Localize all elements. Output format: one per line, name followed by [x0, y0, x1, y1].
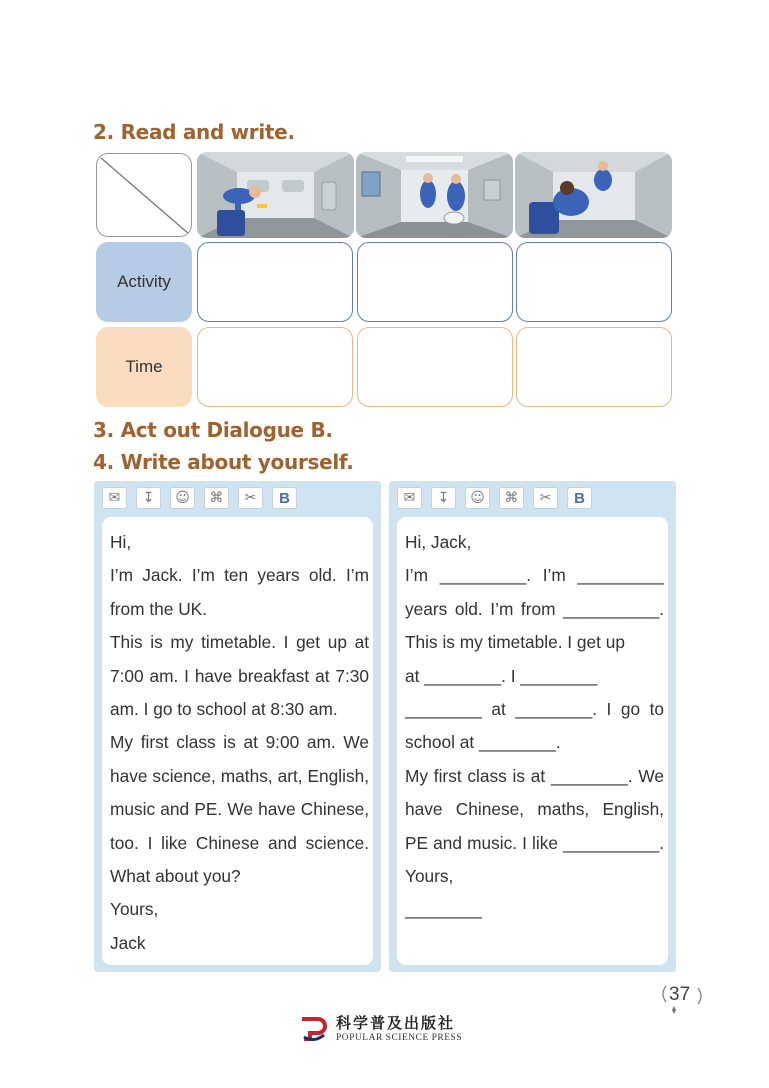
publisher-name-english: POPULAR SCIENCE PRESS [336, 1033, 463, 1043]
email-line: from the UK. [110, 598, 207, 619]
email-line: I’m Jack. I’m ten years old. I’m [110, 565, 369, 586]
email-line: have Chinese, maths, English, [405, 799, 664, 820]
email-line: This is my timetable. I get up [405, 632, 625, 653]
inbox-icon[interactable]: ↧ [431, 487, 456, 509]
time-answer-box-2[interactable] [357, 327, 513, 407]
astronauts-working-picture [356, 152, 513, 238]
section-2-heading: 2. Read and write. [93, 120, 295, 144]
diagonal-line [97, 154, 192, 237]
publisher-logo-icon [298, 1013, 328, 1043]
email-line[interactable]: I’m _________. I’m _________ [405, 565, 664, 586]
reply-email-body[interactable] [397, 517, 668, 965]
astronaut-sleeping-picture [515, 152, 672, 238]
email-line: too. I like Chinese and science. [110, 832, 369, 853]
envelope-icon[interactable]: ✉ [102, 487, 127, 509]
email-line: This is my timetable. I get up at [110, 632, 369, 653]
bold-icon[interactable]: B [272, 487, 297, 509]
activity-answer-box-2[interactable] [357, 242, 513, 322]
email-line: My first class is at 9:00 am. We [110, 732, 369, 753]
email-line: music and PE. We have Chinese, [110, 799, 369, 820]
astronaut-eating-picture [197, 152, 354, 238]
bold-icon[interactable]: B [567, 487, 592, 509]
email-line[interactable]: at ________. I ________ [405, 665, 598, 686]
paperclip-icon[interactable]: ⌘ [204, 487, 229, 509]
activity-row-label: Activity [96, 242, 192, 322]
time-answer-box-1[interactable] [197, 327, 353, 407]
page-number: 37 [669, 984, 691, 1005]
scissors-icon[interactable]: ✂ [238, 487, 263, 509]
email-line[interactable]: years old. I’m from __________. [405, 598, 664, 619]
email-line[interactable]: ________ at ________. I go to [405, 699, 664, 720]
publisher-footer [298, 1012, 462, 1043]
publisher-name-chinese: 科学普及出版社 [336, 1014, 456, 1032]
activity-answer-box-1[interactable] [197, 242, 353, 322]
smiley-icon[interactable]: ☺ [170, 487, 195, 509]
email-toolbar [102, 487, 297, 509]
email-line: What about you? [110, 866, 241, 887]
email-line[interactable]: school at ________. [405, 732, 561, 753]
jack-email-card [94, 481, 381, 972]
jack-email-body [102, 517, 373, 965]
section-3-heading: 3. Act out Dialogue B. [93, 418, 333, 442]
inbox-icon[interactable]: ↧ [136, 487, 161, 509]
email-line: Yours, [110, 899, 159, 920]
empty-corner-cell [96, 153, 192, 237]
time-answer-box-3[interactable] [516, 327, 672, 407]
email-line: 7:00 am. I have breakfast at 7:30 [110, 665, 369, 686]
activity-answer-box-3[interactable] [516, 242, 672, 322]
scissors-icon[interactable]: ✂ [533, 487, 558, 509]
email-line: have science, maths, art, English, [110, 765, 369, 786]
email-line: Jack [110, 932, 146, 953]
email-line: Hi, Jack, [405, 532, 472, 552]
email-line: Yours, [405, 866, 454, 887]
reply-email-card [389, 481, 676, 972]
smiley-icon[interactable]: ☺ [465, 487, 490, 509]
email-line[interactable]: ________ [405, 899, 482, 920]
email-line[interactable]: PE and music. I like __________. [405, 832, 664, 853]
email-line: am. I go to school at 8:30 am. [110, 699, 338, 720]
page-number-ornament [658, 982, 706, 1018]
section-4-heading: 4. Write about yourself. [93, 450, 354, 474]
email-line[interactable]: My first class is at ________. We [405, 765, 664, 786]
time-row-label: Time [96, 327, 192, 407]
email-toolbar [397, 487, 592, 509]
envelope-icon[interactable]: ✉ [397, 487, 422, 509]
email-line: Hi, [110, 532, 132, 552]
paperclip-icon[interactable]: ⌘ [499, 487, 524, 509]
